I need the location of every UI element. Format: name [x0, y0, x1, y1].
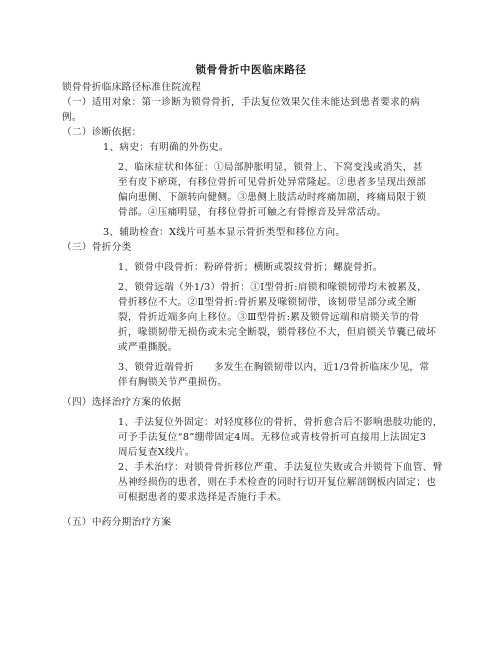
list-item: 2、手术治疗：对锁骨骨折移位严重、手法复位失败或合并锁骨下血管、臂: [118, 462, 443, 473]
paragraph-line: 骨折移位不大。②Ⅱ型骨折:骨折累及喙锁韧带，该韧带呈部分或全断: [118, 297, 417, 308]
section-heading: （五）中药分期治疗方案: [62, 517, 172, 528]
paragraph-line: 周后复查X线片。: [118, 447, 195, 458]
paragraph-line: （一）适用对象：第一诊断为锁骨骨折，手法复位效果欠佳未能达到患者要求的病: [62, 97, 420, 108]
paragraph-line: 折，喙锁韧带无损伤或未完全断裂，锁骨移位不大，但肩锁关节囊已破坏: [118, 327, 437, 338]
paragraph-line: 例。: [62, 112, 82, 123]
section-heading: （二）诊断依据：: [62, 127, 142, 138]
paragraph-line: 或严重撕脱。: [118, 342, 178, 353]
list-item: 2、锁骨远端（外1/3）骨折：①Ⅰ型骨折:肩锁和喙锁韧带均未被累及，: [118, 282, 428, 293]
list-item: 3、锁骨近端骨折 多发生在胸锁韧带以内，近1/3骨折临床少见，常: [118, 362, 430, 373]
paragraph-line: 伴有胸锁关节严重损伤。: [118, 377, 228, 388]
list-item: 2、临床症状和体征：①局部肿胀明显，锁骨上、下窝变浅或消失，甚: [118, 162, 423, 173]
list-item: 3、辅助检查：X线片可基本显示骨折类型和移位方向。: [103, 227, 346, 238]
paragraph-line: 偏向患侧、下颌转向健侧。③患侧上肢活动时疼痛加剧，疼痛局限于锁: [118, 192, 427, 203]
paragraph-line: 骨部。④压痛明显，有移位骨折可触之有骨擦音及异常活动。: [118, 207, 387, 218]
section-heading: （三）骨折分类: [62, 242, 132, 253]
paragraph-line: 可根据患者的要求选择是否施行手术。: [118, 492, 288, 503]
paragraph-line: 裂，骨折近端多向上移位。③Ⅲ型骨折:累及锁骨远端和肩锁关节的骨: [118, 312, 420, 323]
section-heading: 锁骨骨折临床路径标准住院流程: [62, 82, 202, 93]
section-heading: （四）选择治疗方案的依据: [62, 397, 182, 408]
paragraph-line: 丛神经损伤的患者，则在手术检查的同时行切开复位解剖钢板内固定；也: [118, 477, 437, 488]
list-item: 1、病史：有明确的外伤史。: [103, 142, 229, 153]
list-item: 1、手法复位外固定：对轻度移位的骨折，骨折愈合后不影响患肢功能的，: [118, 417, 443, 428]
paragraph-line: 至有皮下瘀斑，有移位骨折可见骨折处异常隆起。②患者多呈现出颈部: [118, 177, 427, 188]
paragraph-line: 可予手法复位“8”绷带固定4周。无移位或青枝骨折可直接用上法固定3: [118, 432, 427, 443]
document-title: 锁骨骨折中医临床路径: [195, 64, 307, 76]
list-item: 1、锁骨中段骨折：粉碎骨折；横断或裂纹骨折；螺旋骨折。: [118, 262, 383, 273]
